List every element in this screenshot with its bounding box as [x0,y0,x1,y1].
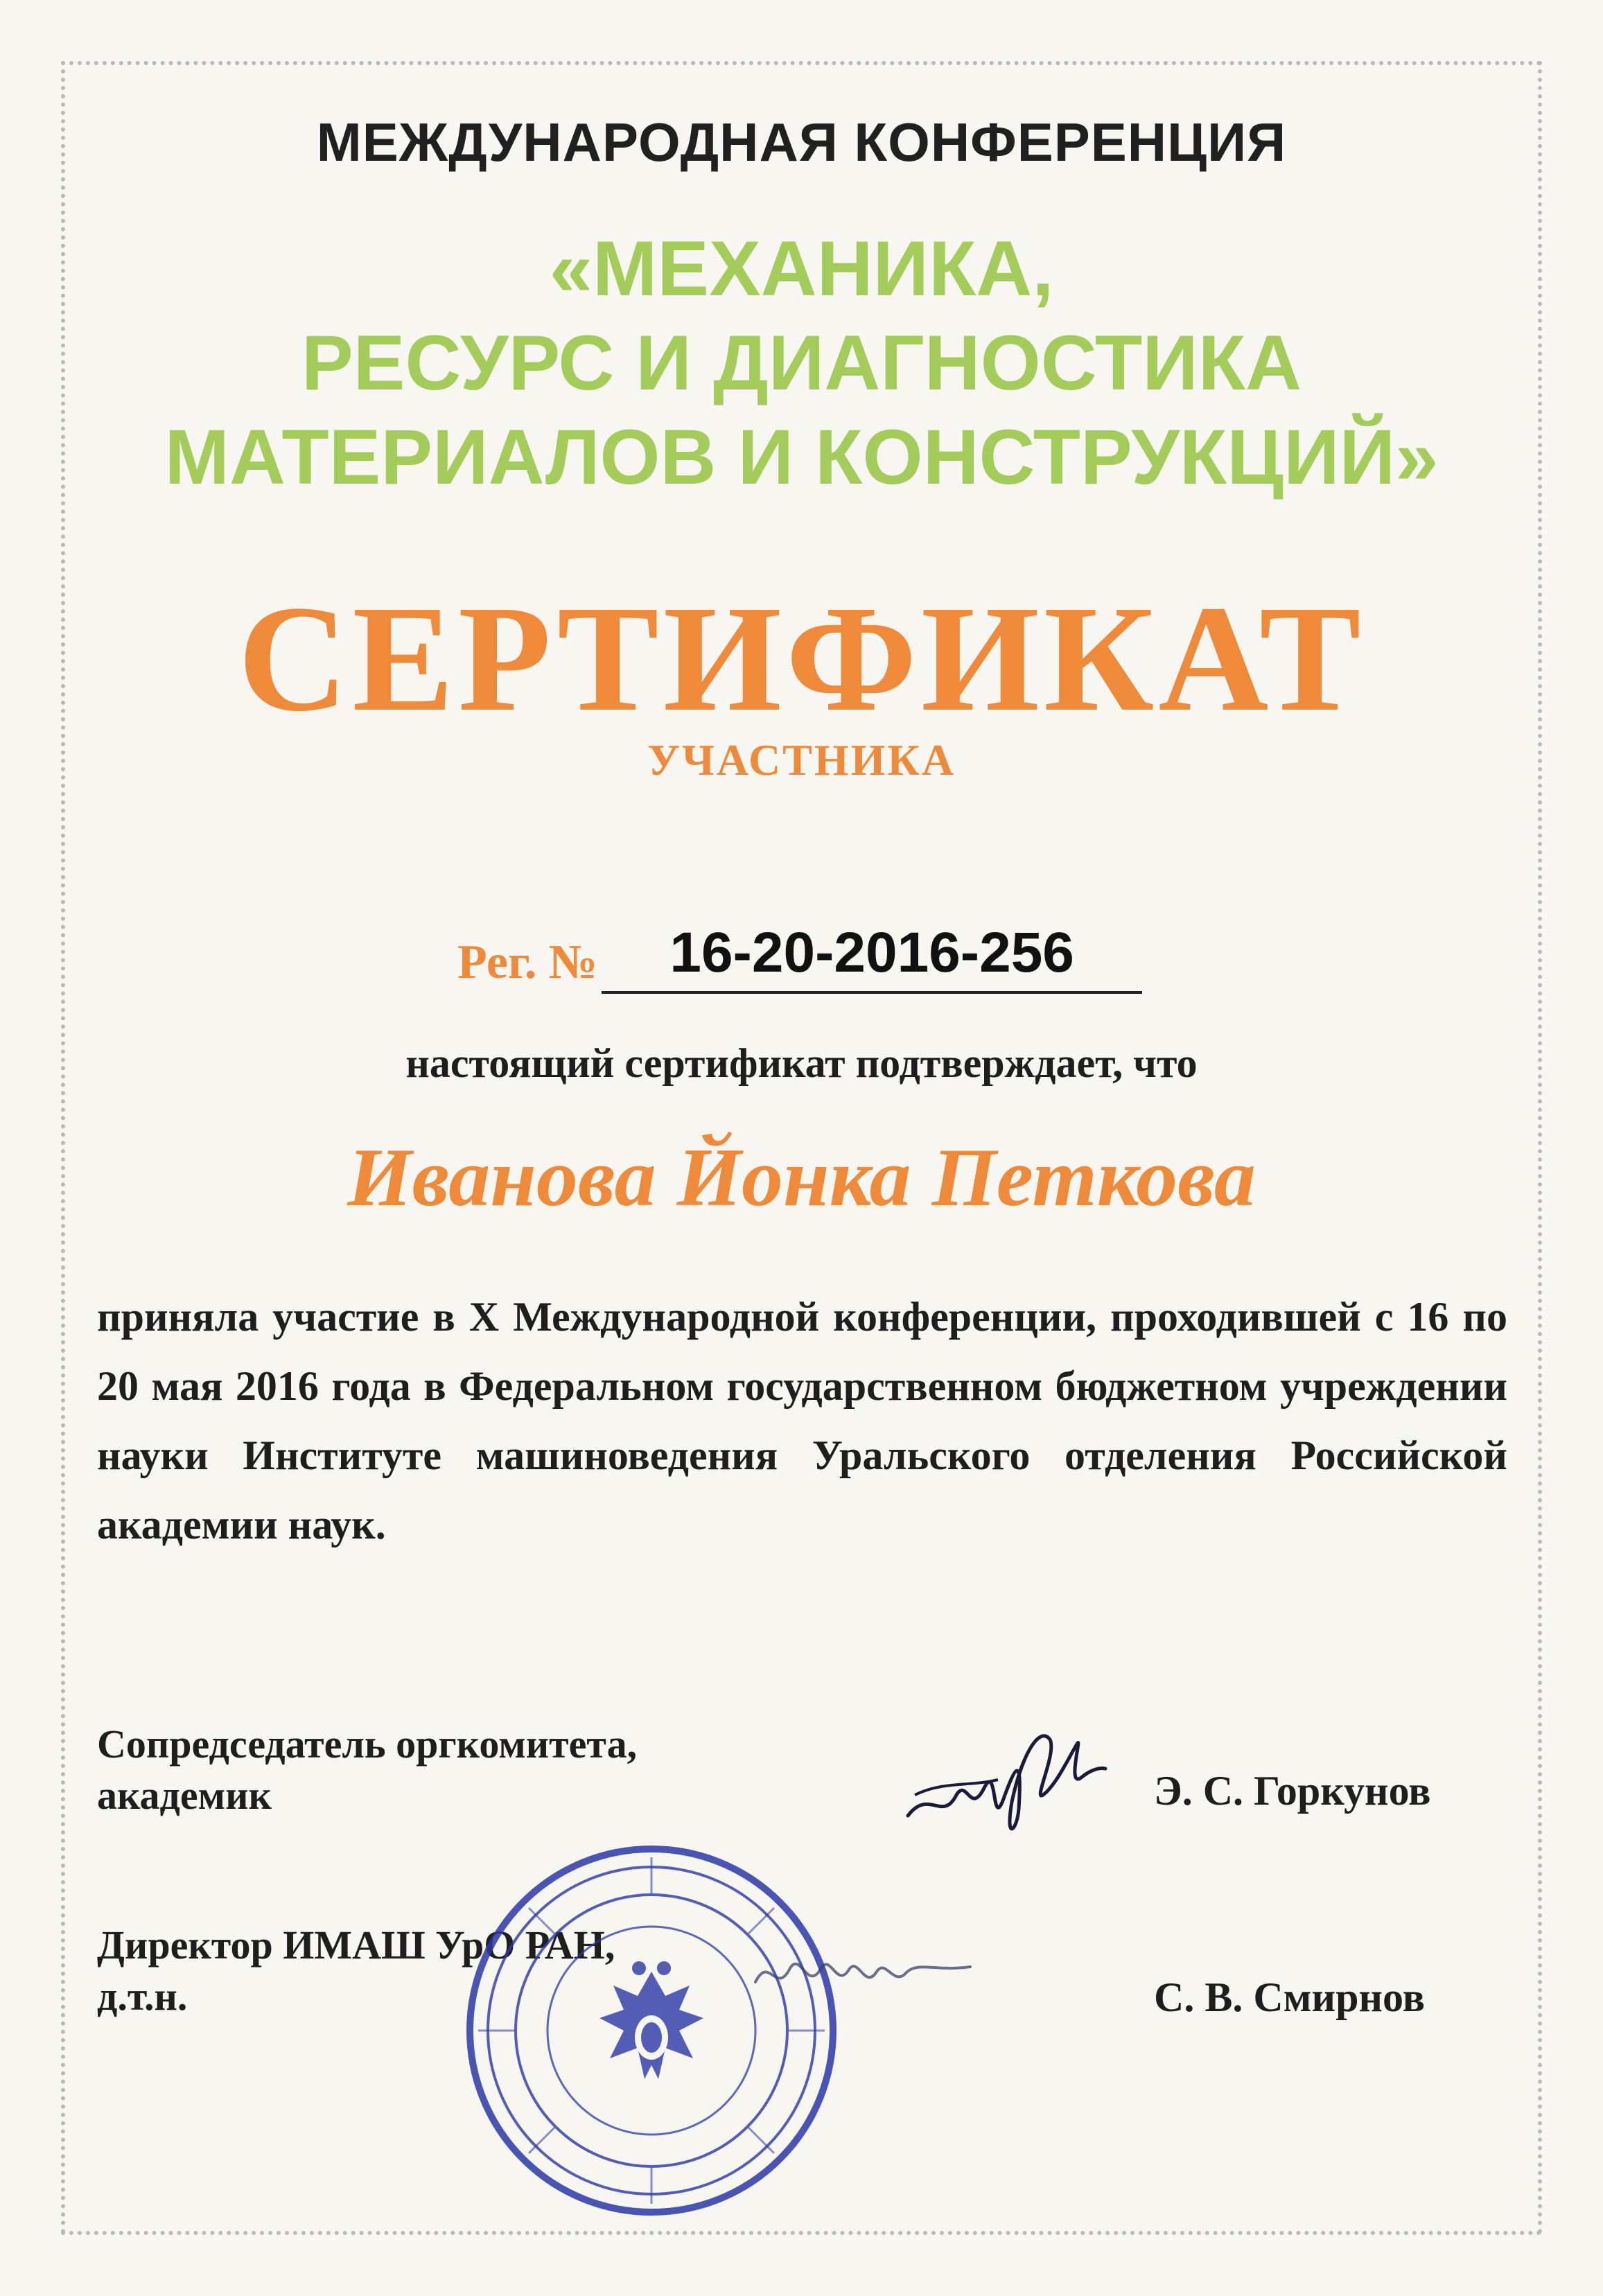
director-name: С. В. Смирнов [1154,1974,1425,2020]
director-signature-icon [748,1934,977,2010]
cochair-title-line-1: Сопредседатель оргкомитета, [97,1721,638,1767]
director-title-line-2: д.т.н. [97,1974,188,2019]
cochair-name: Э. С. Горкунов [1154,1768,1431,1814]
conference-name [0,222,1603,505]
certificate-subtitle: УЧАСТНИКА [647,735,956,785]
conference-name-line-1: «МЕХАНИКА, [549,225,1054,312]
conference-heading: МЕЖДУНАРОДНАЯ КОНФЕРЕНЦИЯ [316,112,1287,173]
certificate-body: приняла участие в X Международной конференции, проходившей с 16 по 20 мая 2016 года в Федеральном государственном бюджетном учреждении науки Институте машиноведения Уральского отделения Российской академии наук. [97,1294,1507,1548]
registration-number-row [457,922,1142,994]
official-stamp-icon [457,1837,846,2225]
recipient-name: Иванова Йонка Петкова [347,1131,1256,1223]
certificate-title: СЕРТИФИКАТ [238,574,1365,743]
cochair-signature-icon [901,1712,1109,1850]
registration-number: 16-20-2016-256 [669,921,1074,984]
director-title-line-1: Директор ИМАШ УрО РАН, [97,1922,615,1968]
registration-underline [602,922,1142,994]
cochair-title-line-2: академик [97,1773,272,1818]
conference-name-line-2: РЕСУРС И ДИАГНОСТИКА [301,319,1302,406]
cochair-title [97,1719,637,1821]
confirmation-text: настоящий сертификат подтверждает, что [405,1040,1198,1086]
conference-name-line-3: МАТЕРИАЛОВ И КОНСТРУКЦИЙ» [164,414,1439,500]
registration-label: Рег. № [457,936,598,989]
